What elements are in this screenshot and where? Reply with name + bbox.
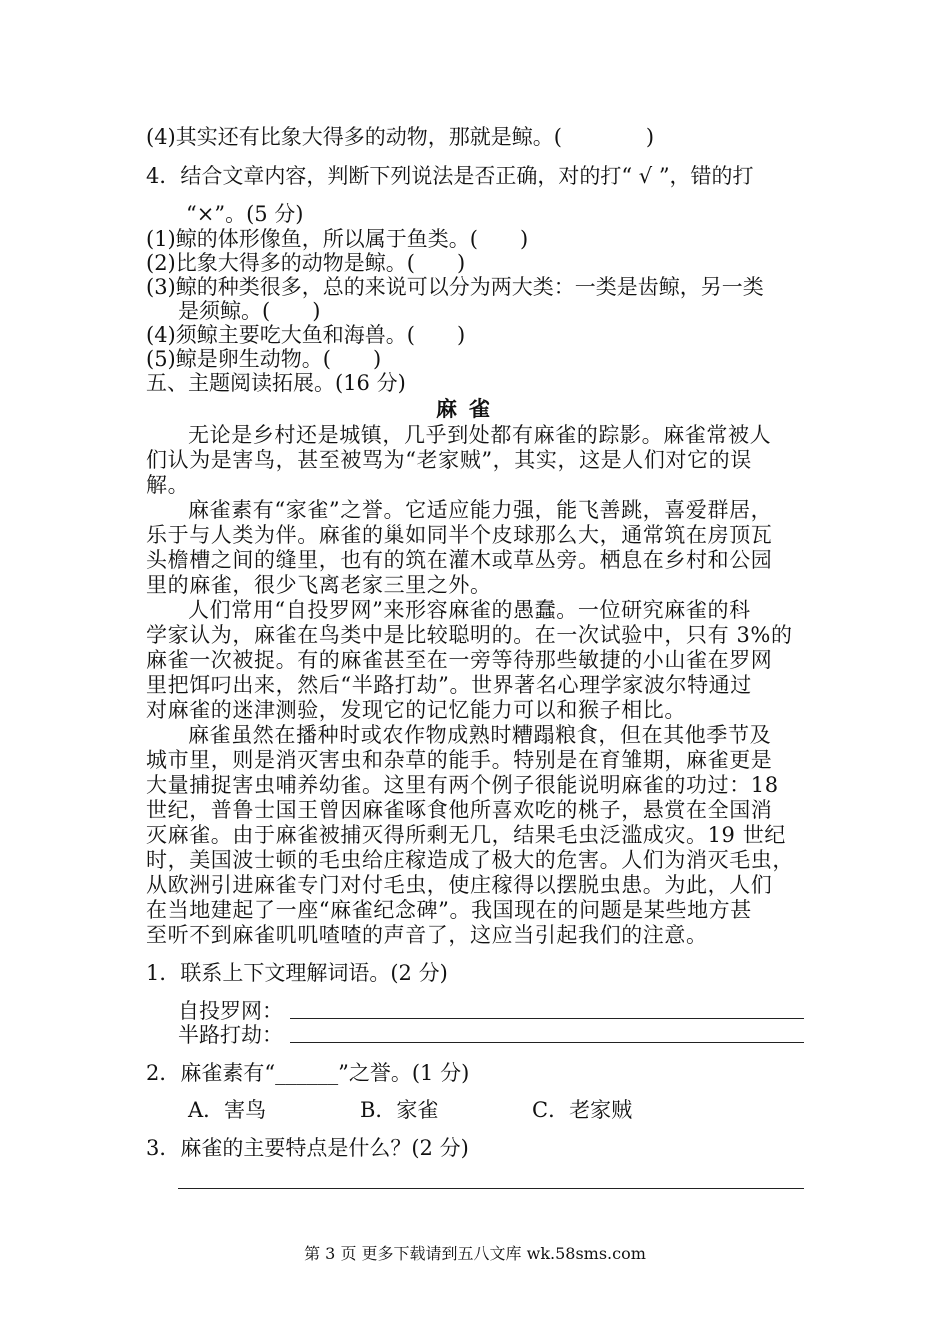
q1-term2-answer-line[interactable] bbox=[290, 1042, 804, 1043]
q1-stem: 1．联系上下文理解词语。(2 分) bbox=[146, 961, 448, 985]
q2-stem bbox=[146, 1060, 469, 1086]
q3-answer-line[interactable] bbox=[178, 1188, 804, 1189]
q2-option-a[interactable]: A．害鸟 bbox=[188, 1098, 267, 1122]
q4-stem-line2: “×”。(5 分) bbox=[186, 202, 304, 226]
q2-options-c-wrap bbox=[532, 1097, 632, 1123]
q2-options bbox=[188, 1097, 266, 1123]
passage-line: 里的麻雀，很少飞离老家三里之外。 bbox=[146, 573, 492, 597]
passage-line: 大量捕捉害虫哺养幼雀。这里有两个例子很能说明麻雀的功过：18 bbox=[146, 773, 779, 797]
passage-line: 从欧洲引进麻雀专门对付毛虫，使庄稼得以摆脱虫患。为此，人们 bbox=[146, 873, 773, 897]
section5-heading: 五、主题阅读拓展。(16 分) bbox=[146, 371, 406, 395]
q1-term1-row bbox=[178, 998, 283, 1024]
passage-line: 时，美国波士顿的毛虫给庄稼造成了极大的危害。人们为消灭毛虫， bbox=[146, 848, 794, 872]
q2-blank[interactable]: ______ bbox=[275, 1061, 339, 1085]
page-footer: 第 3 页 更多下载请到五八文库 wk.58sms.com bbox=[304, 1244, 646, 1263]
q4-item-2: (2)比象大得多的动物是鲸。( ) bbox=[146, 251, 466, 275]
q1-term2-label: 半路打劫： bbox=[178, 1023, 283, 1047]
passage-line: 里把饵叼出来，然后“半路打劫”。世界著名心理学家波尔特通过 bbox=[146, 673, 752, 697]
q4-item-1: (1)鲸的体形像鱼，所以属于鱼类。( ) bbox=[146, 227, 529, 251]
passage-line: 麻雀虽然在播种时或农作物成熟时糟蹋粮食，但在其他季节及 bbox=[188, 723, 772, 747]
q1-term1-label: 自投罗网： bbox=[178, 999, 283, 1023]
q3-item4: (4)其实还有比象大得多的动物，那就是鲸。( ) bbox=[146, 125, 655, 149]
passage-line: 对麻雀的迷津测验，发现它的记忆能力可以和猴子相比。 bbox=[146, 698, 686, 722]
passage-line: 城市里，则是消灭害虫和杂草的能手。特别是在育雏期，麻雀更是 bbox=[146, 748, 773, 772]
q2-stem-before: 2．麻雀素有“ bbox=[146, 1061, 276, 1085]
q4-item-3: (3)鲸的种类很多，总的来说可以分为两大类：一类是齿鲸，另一类 bbox=[146, 275, 764, 299]
q2-stem-after: ”之誉。(1 分) bbox=[338, 1061, 470, 1085]
q4-item-5: (5)鲸是卵生动物。( ) bbox=[146, 347, 382, 371]
passage-line: 人们常用“自投罗网”来形容麻雀的愚蠢。一位研究麻雀的科 bbox=[188, 598, 751, 622]
q2-options-b-wrap bbox=[360, 1097, 438, 1123]
q1-term1-answer-line[interactable] bbox=[290, 1018, 804, 1019]
q4-stem-line1: 4．结合文章内容，判断下列说法是否正确，对的打“ √ ”，错的打 bbox=[146, 164, 754, 188]
passage-line: 乐于与人类为伴。麻雀的巢如同半个皮球那么大，通常筑在房顶瓦 bbox=[146, 523, 773, 547]
passage-line: 在当地建起了一座“麻雀纪念碑”。我国现在的问题是某些地方甚 bbox=[146, 898, 752, 922]
passage-line: 灭麻雀。由于麻雀被捕灭得所剩无几，结果毛虫泛滥成灾。19 世纪 bbox=[146, 823, 786, 847]
q3-stem: 3．麻雀的主要特点是什么？(2 分) bbox=[146, 1136, 469, 1160]
passage-line: 学家认为，麻雀在鸟类中是比较聪明的。在一次试验中，只有 3%的 bbox=[146, 623, 793, 647]
q4-item-4: (4)须鲸主要吃大鱼和海兽。( ) bbox=[146, 323, 466, 347]
q2-option-b[interactable]: B．家雀 bbox=[360, 1098, 439, 1122]
passage-line: 解。 bbox=[146, 473, 190, 497]
passage-line: 麻雀一次被捉。有的麻雀甚至在一旁等待那些敏捷的小山雀在罗网 bbox=[146, 648, 773, 672]
q2-option-c[interactable]: C．老家贼 bbox=[532, 1098, 633, 1122]
passage-line: 头檐槽之间的缝里，也有的筑在灌木或草丛旁。栖息在乡村和公园 bbox=[146, 548, 773, 572]
q4-item-3-cont: 是须鲸。( ) bbox=[178, 299, 321, 323]
passage-line: 至听不到麻雀叽叽喳喳的声音了，这应当引起我们的注意。 bbox=[146, 923, 708, 947]
q1-term2-row bbox=[178, 1022, 283, 1048]
passage-line: 们认为是害鸟，甚至被骂为“老家贼”，其实，这是人们对它的误 bbox=[146, 448, 752, 472]
passage-line: 麻雀素有“家雀”之誉。它适应能力强，能飞善跳，喜爱群居， bbox=[188, 498, 773, 522]
passage-line: 无论是乡村还是城镇，几乎到处都有麻雀的踪影。麻雀常被人 bbox=[188, 423, 772, 447]
passage-title: 麻雀 bbox=[436, 396, 502, 421]
passage-line: 世纪，普鲁士国王曾因麻雀啄食他所喜欢吃的桃子，悬赏在全国消 bbox=[146, 798, 773, 822]
